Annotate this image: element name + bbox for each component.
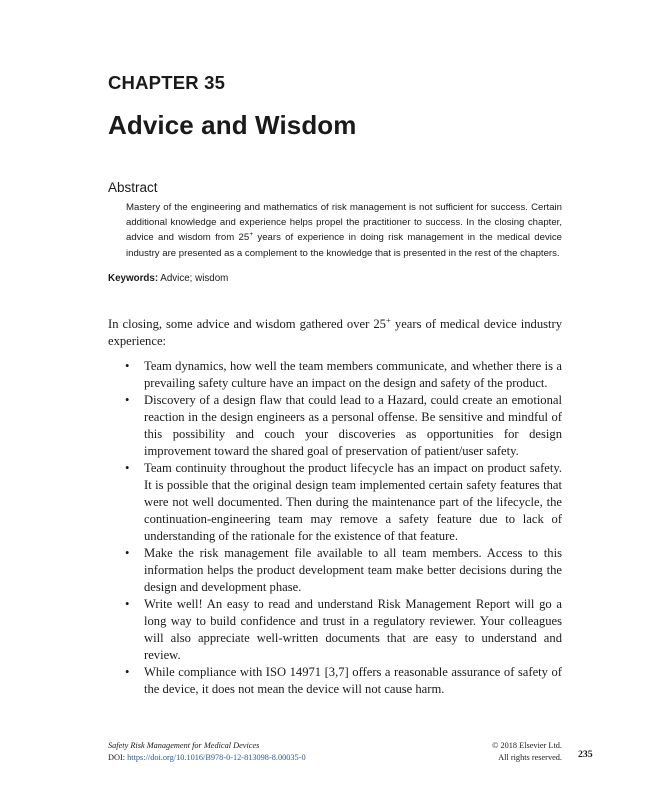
advice-list <box>108 358 562 698</box>
doi-label: DOI: <box>108 753 126 762</box>
bullet-icon: • <box>125 546 130 560</box>
keywords-label: Keywords: <box>108 273 159 284</box>
journal-title: Safety Risk Management for Medical Devices <box>108 741 260 750</box>
list-item <box>108 460 562 545</box>
rights-text: All rights reserved. <box>498 753 562 762</box>
abstract-text-part1: Mastery of the engineering and mathematics of risk management is not sufficient for success. Certain additional knowledge and experience helps propel the practitioner to success. In the closing chapter, advice and wisdom from 25 <box>126 202 562 244</box>
list-item <box>108 596 562 664</box>
bullet-icon: • <box>125 359 130 373</box>
doi-line <box>108 752 306 764</box>
copyright-text: © 2018 Elsevier Ltd. <box>492 741 562 750</box>
list-item-text: While compliance with ISO 14971 [3,7] offers a reasonable assurance of safety of the device, it does not mean the device will not cause harm. <box>144 665 562 696</box>
abstract-heading: Abstract <box>108 180 158 195</box>
intro-text-part2: years of medical device industry experience: <box>108 317 563 348</box>
keywords-value: Advice; wisdom <box>160 273 229 284</box>
doi-link[interactable]: https://doi.org/10.1016/B978-0-12-813098-8.00035-0 <box>127 753 306 762</box>
list-item <box>108 545 562 596</box>
list-item <box>108 664 562 698</box>
footer-copyright <box>484 740 562 764</box>
bullet-icon: • <box>125 665 130 679</box>
list-item-text: Team dynamics, how well the team members communicate, and whether there is a prevailing safety culture have an impact on the design and safety of the product. <box>144 359 562 390</box>
abstract-superscript: + <box>249 231 254 239</box>
list-item <box>108 358 562 392</box>
bullet-icon: • <box>125 393 130 407</box>
abstract-body <box>126 200 562 261</box>
list-item-text: Write well! An easy to read and understand Risk Management Report will go a long way to build confidence and trust in a regulatory reviewer. Your colleagues will also appreciate well-written documents that are easy to understand and review. <box>144 597 562 662</box>
bullet-icon: • <box>125 597 130 611</box>
intro-text-part1: In closing, some advice and wisdom gathered over 25 <box>108 317 386 331</box>
keywords-line <box>108 273 228 284</box>
abstract-text-part2: years of experience in doing risk management in the medical device industry are presented as a complement to the knowledge that is presented in the rest of the chapters. <box>126 232 563 259</box>
list-item-text: Discovery of a design flaw that could lead to a Hazard, could create an emotional reaction in the design engineers as a personal offense. Be sensitive and mindful of this possibility and couch your discoveries as opportunities for design improvement toward the shared goal of preservation of patient/user safety. <box>144 393 562 458</box>
list-item-text: Make the risk management file available to all team members. Access to this information helps the product development team make better decisions during the design and development phase. <box>144 546 562 594</box>
chapter-label: CHAPTER 35 <box>108 72 226 93</box>
intro-superscript: + <box>385 314 391 325</box>
intro-paragraph <box>108 316 562 350</box>
footer-citation <box>108 740 306 764</box>
list-item-text: Team continuity throughout the product lifecycle has an impact on product safety. It is possible that the original design team implemented certain safety features that were not well documented. Then during the maintenance part of the lifecycle, the continuation-engineering team may remove a safety feature due to lack of understanding of the rationale for the existence of that feature. <box>144 461 562 543</box>
page-number: 235 <box>578 749 593 760</box>
bullet-icon: • <box>125 461 130 475</box>
chapter-title: Advice and Wisdom <box>108 110 357 140</box>
list-item <box>108 392 562 460</box>
